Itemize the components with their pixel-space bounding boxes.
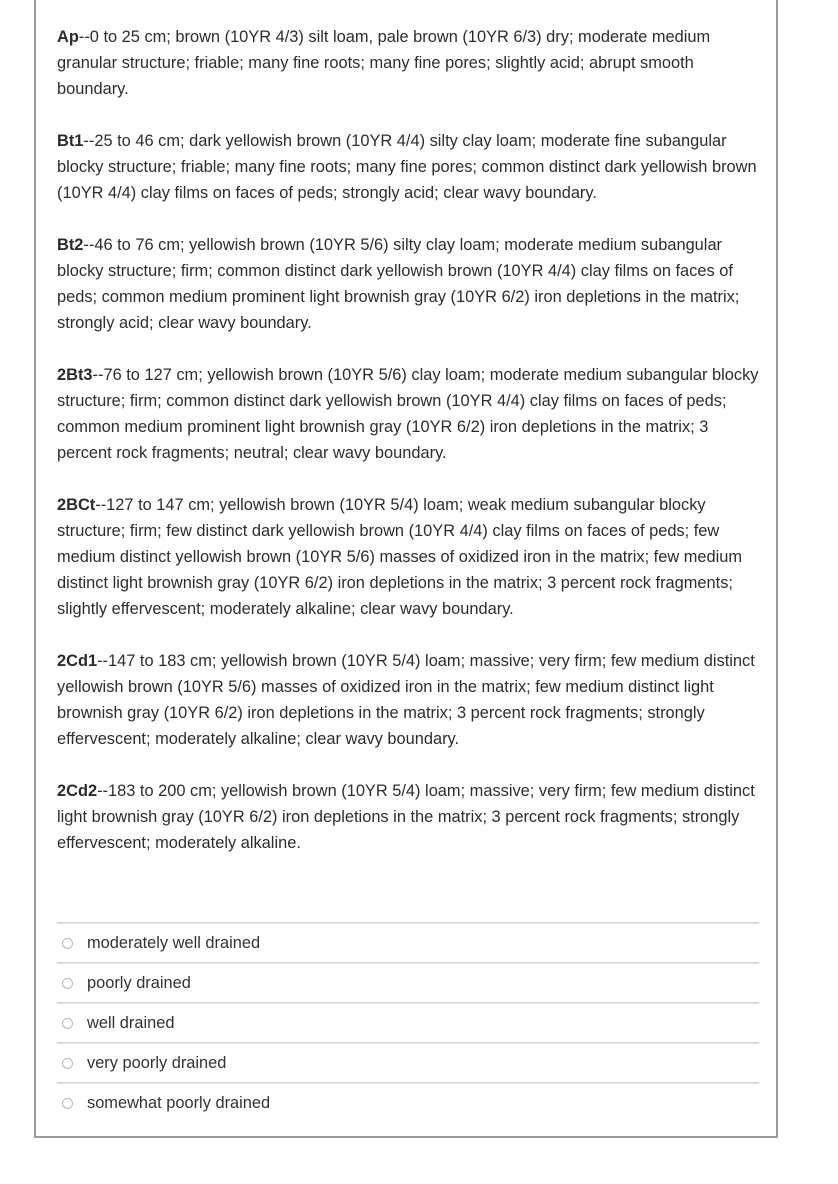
horizon-name: Ap [57, 28, 79, 46]
radio-button[interactable] [62, 938, 73, 949]
horizon-name: 2Bt3 [57, 366, 93, 384]
horizon-name: 2BCt [57, 496, 96, 514]
horizon-2cd1 [57, 648, 761, 752]
horizon-bt2 [57, 232, 761, 336]
radio-button[interactable] [62, 1098, 73, 1109]
horizon-description: --147 to 183 cm; yellowish brown (10YR 5/4) loam; massive; very firm; few medium distinct yellowish brown (10YR 5/6) masses of oxidized iron in the matrix; few medium distinct light brownish gray (10YR 6/2) iron depletions in the matrix; 3 percent rock fragments; strongly effervescent; moderately alkaline; clear wavy boundary. [57, 652, 755, 748]
horizon-description: --46 to 76 cm; yellowish brown (10YR 5/6) silty clay loam; moderate medium subangular blocky structure; firm; common distinct dark yellowish brown (10YR 4/4) clay films on faces of peds; common medium prominent light brownish gray (10YR 6/2) iron depletions in the matrix; strongly acid; clear wavy boundary. [57, 236, 740, 332]
horizon-2cd2 [57, 778, 761, 856]
radio-button[interactable] [62, 978, 73, 989]
option-label[interactable]: moderately well drained [87, 934, 261, 952]
option-moderately-well-drained[interactable] [57, 922, 759, 962]
answer-options [57, 922, 759, 1122]
horizon-description: --0 to 25 cm; brown (10YR 4/3) silt loam, pale brown (10YR 6/3) dry; moderate medium granular structure; friable; many fine roots; many fine pores; slightly acid; abrupt smooth boundary. [57, 28, 711, 98]
radio-button[interactable] [62, 1058, 73, 1069]
radio-button[interactable] [62, 1018, 73, 1029]
soil-profile-description [57, 24, 761, 882]
option-very-poorly-drained[interactable] [57, 1042, 759, 1082]
horizon-name: 2Cd1 [57, 652, 98, 670]
horizon-ap [57, 24, 761, 102]
option-poorly-drained[interactable] [57, 962, 759, 1002]
horizon-2bct [57, 492, 761, 622]
option-label[interactable]: poorly drained [87, 974, 191, 992]
option-well-drained[interactable] [57, 1002, 759, 1042]
horizon-description: --25 to 46 cm; dark yellowish brown (10YR 4/4) silty clay loam; moderate fine subangular blocky structure; friable; many fine roots; many fine pores; common distinct dark yellowish brown (10YR 4/4) clay films on faces of peds; strongly acid; clear wavy boundary. [57, 132, 757, 202]
option-somewhat-poorly-drained[interactable] [57, 1082, 759, 1122]
horizon-2bt3 [57, 362, 761, 466]
option-label[interactable]: very poorly drained [87, 1054, 227, 1072]
horizon-bt1 [57, 128, 761, 206]
horizon-name: 2Cd2 [57, 782, 98, 800]
horizon-name: Bt2 [57, 236, 84, 254]
horizon-description: --183 to 200 cm; yellowish brown (10YR 5/4) loam; massive; very firm; few medium distinct light brownish gray (10YR 6/2) iron depletions in the matrix; 3 percent rock fragments; strongly effervescent; moderately alkaline. [57, 782, 755, 852]
horizon-description: --127 to 147 cm; yellowish brown (10YR 5/4) loam; weak medium subangular blocky structure; firm; few distinct dark yellowish brown (10YR 4/4) clay films on faces of peds; few medium distinct yellowish brown (10YR 5/6) masses of oxidized iron in the matrix; few medium distinct light brownish gray (10YR 6/2) iron depletions in the matrix; 3 percent rock fragments; slightly effervescent; moderately alkaline; clear wavy boundary. [57, 496, 743, 618]
horizon-name: Bt1 [57, 132, 84, 150]
horizon-description: --76 to 127 cm; yellowish brown (10YR 5/6) clay loam; moderate medium subangular blocky structure; firm; common distinct dark yellowish brown (10YR 4/4) clay films on faces of peds; common medium prominent light brownish gray (10YR 6/2) iron depletions in the matrix; 3 percent rock fragments; neutral; clear wavy boundary. [57, 366, 759, 462]
option-label[interactable]: well drained [87, 1014, 175, 1032]
option-label[interactable]: somewhat poorly drained [87, 1094, 271, 1112]
question-card [34, 0, 778, 1138]
